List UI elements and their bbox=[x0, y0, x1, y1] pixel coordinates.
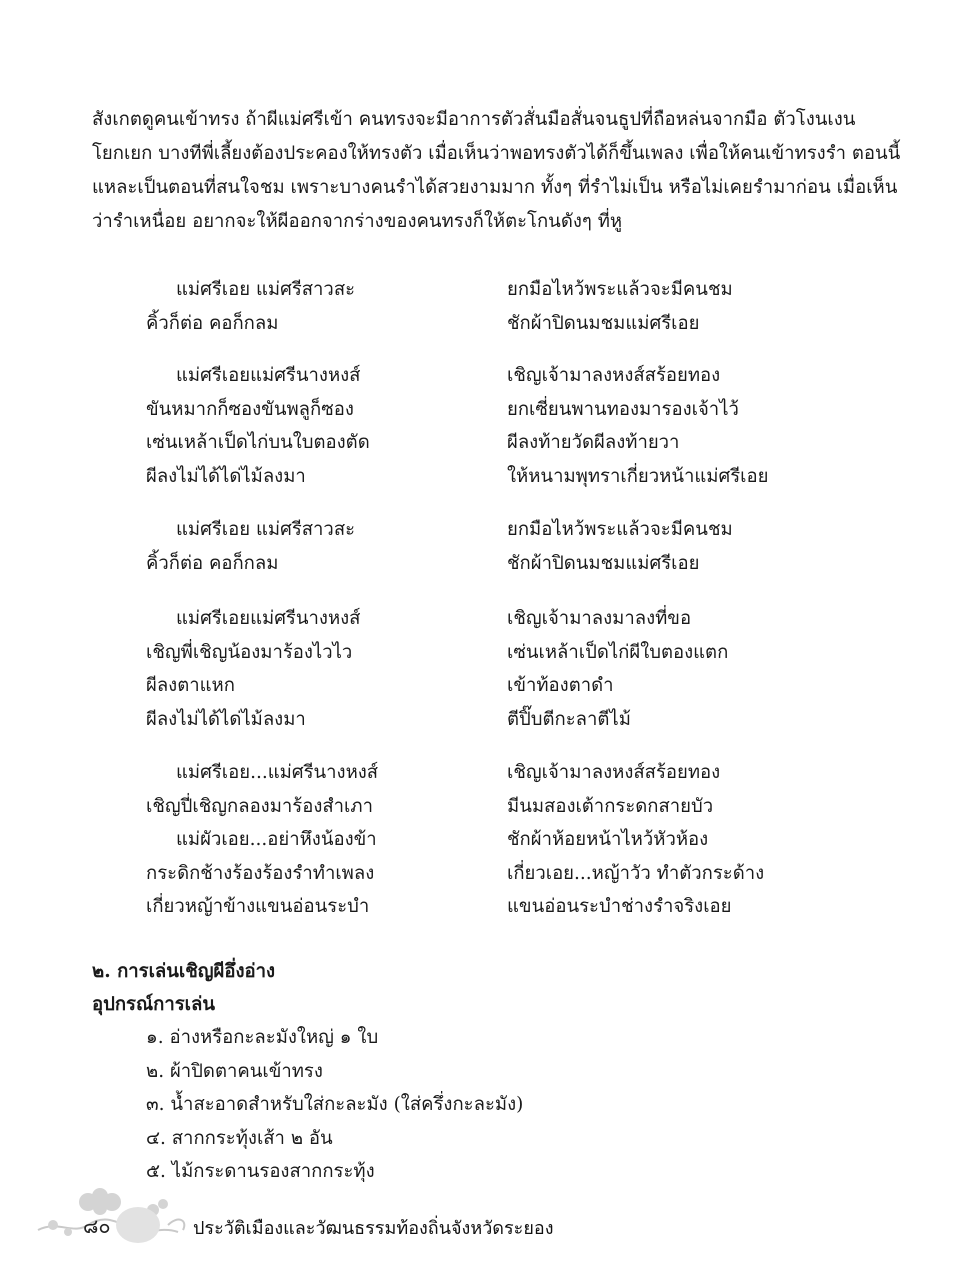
verse-line bbox=[0, 309, 960, 343]
verse-left: แม่ศรีเอย...แม่ศรีนางหงส์ bbox=[176, 762, 379, 783]
intro-paragraph: สังเกตดูคนเข้าทรง ถ้าผีแม่ศรีเข้า คนทรงจะมีอาการตัวสั่นมือสั่นจนธูปที่ถือหล่นจากมือ ตัวโงนเงนโยกเยก บางทีพี่เลี้ยงต้องประคองให้ทรงตัว เมื่อเห็นว่าพอทรงตัวได้ก็ขึ้นเพลง เพื่อให้คนเข้าทรงรำ ตอนนี้แหละเป็นตอนที่สนใจชม เพราะบางคนรำได้สวยงามมาก ทั้งๆ ที่รำไม่เป็น หรือไม่เคยรำมาก่อน เมื่อเห็นว่ารำเหนื่อย อยากจะให้ผีออกจากร่างของคนทรงก็ให้ตะโกนดังๆ ที่หู bbox=[92, 109, 901, 232]
verse-line bbox=[0, 549, 960, 583]
verse-stanza-3 bbox=[0, 515, 960, 582]
verse-line bbox=[0, 604, 960, 638]
verse-left: แม่ศรีเอย แม่ศรีสาวสะ bbox=[176, 519, 356, 540]
verse-left: คิ้วก็ต่อ คอก็กลม bbox=[146, 312, 279, 334]
verse-stanza-1 bbox=[0, 275, 960, 342]
list-item: ๕. ไม้กระดานรองสากกระทุ้ง bbox=[146, 1161, 375, 1183]
verse-line bbox=[0, 825, 960, 859]
verse-line bbox=[0, 892, 960, 926]
verse-line bbox=[0, 705, 960, 739]
verse-left: แม่ศรีเอย แม่ศรีสาวสะ bbox=[176, 279, 356, 300]
verse-right: ยกมือไหว้พระแล้วจะมีคนชม bbox=[507, 519, 733, 540]
verse-left: ผีลงตาแหก bbox=[146, 675, 235, 696]
verse-right: เชิญเจ้ามาลงหงส์สร้อยทอง bbox=[507, 762, 721, 783]
verse-right: ยกเซี่ยนพานทองมารองเจ้าไว้ bbox=[507, 398, 739, 420]
verse-left: เซ่นเหล้าเป็ดไก่บนใบตองตัด bbox=[146, 432, 370, 453]
verse-right: เกี่ยวเอย...หญ้าวัว ทำตัวกระด้าง bbox=[507, 862, 765, 884]
verse-stanza-2 bbox=[0, 361, 960, 495]
verse-right: ชักผ้าห้อยหน้าไหว้หัวห้อง bbox=[507, 829, 709, 850]
verse-left: แม่ผัวเอย...อย่าหึงน้องข้า bbox=[176, 829, 377, 850]
verse-line bbox=[0, 792, 960, 826]
verse-right: เข้าท้องตาดำ bbox=[507, 675, 614, 696]
verse-line bbox=[0, 671, 960, 705]
verse-right: เชิญเจ้ามาลงมาลงที่ขอ bbox=[507, 608, 692, 629]
verse-right: ผีลงท้ายวัดผีลงท้ายวา bbox=[507, 432, 680, 453]
verse-line bbox=[0, 428, 960, 462]
verse-left: ผีลงไม่ได้ได่ไม้ลงมา bbox=[146, 465, 306, 487]
verse-right: ชักผ้าปิดนมชมแม่ศรีเอย bbox=[507, 312, 700, 334]
page-footer bbox=[0, 1180, 960, 1280]
verse-line bbox=[0, 638, 960, 672]
verse-right: เชิญเจ้ามาลงหงส์สร้อยทอง bbox=[507, 365, 721, 386]
verse-right: ให้หนามพุทราเกี่ยวหน้าแม่ศรีเอย bbox=[507, 465, 769, 487]
verse-right: ยกมือไหว้พระแล้วจะมีคนชม bbox=[507, 279, 733, 300]
verse-right: ตีปิ๊บตีกะลาตีไม้ bbox=[507, 708, 631, 730]
verse-right: มีนมสองเต้ากระดกสายบัว bbox=[507, 795, 714, 817]
verse-right: เซ่นเหล้าเป็ดไก่ผีใบตองแตก bbox=[507, 641, 729, 663]
verse-left: แม่ศรีเอยแม่ศรีนางหงส์ bbox=[176, 365, 361, 386]
verse-line bbox=[0, 361, 960, 395]
list-item: ๔. สากกระทุ้งเส้า ๒ อัน bbox=[146, 1127, 333, 1149]
verse-stanza-5 bbox=[0, 758, 960, 926]
subsection-heading: อุปกรณ์การเล่น bbox=[92, 994, 215, 1015]
verse-line bbox=[0, 395, 960, 429]
equipment-list bbox=[146, 1023, 523, 1191]
verse-left: แม่ศรีเอยแม่ศรีนางหงส์ bbox=[176, 608, 361, 629]
verse-right: ชักผ้าปิดนมชมแม่ศรีเอย bbox=[507, 552, 700, 574]
verse-left: กระดิกช้างร้องร้องรำทำเพลง bbox=[146, 862, 375, 884]
verse-left: ผีลงไม่ได้ได่ไม้ลงมา bbox=[146, 708, 306, 730]
verse-left: เกี่ยวหญ้าข้างแขนอ่อนระบำ bbox=[146, 896, 370, 917]
verse-line bbox=[0, 758, 960, 792]
verse-left: ขันหมากก็ซองขันพลูก็ซอง bbox=[146, 398, 354, 420]
verse-line bbox=[0, 515, 960, 549]
verse-right: แขนอ่อนระบำช่างรำจริงเอย bbox=[507, 896, 732, 917]
list-item: ๑. อ่างหรือกะละมังใหญ่ ๑ ใบ bbox=[146, 1027, 379, 1048]
verse-left: คิ้วก็ต่อ คอก็กลม bbox=[146, 552, 279, 574]
verse-line bbox=[0, 462, 960, 496]
list-item: ๓. น้ำสะอาดสำหรับใส่กะละมัง (ใส่ครึ่งกะละมัง) bbox=[146, 1094, 524, 1116]
floral-ornament-icon bbox=[28, 1180, 198, 1250]
verse-left: เชิญปี่เชิญกลองมาร้องสำเภา bbox=[146, 795, 373, 817]
verse-line bbox=[0, 859, 960, 893]
verse-left: เชิญพี่เชิญน้องมาร้องไวไว bbox=[146, 641, 353, 663]
verse-stanza-4 bbox=[0, 604, 960, 738]
page-number: ๘๐ bbox=[83, 1214, 111, 1238]
section-heading: ๒. การเล่นเชิญผีอึ่งอ่าง bbox=[92, 961, 276, 982]
list-item: ๒. ผ้าปิดตาคนเข้าทรง bbox=[146, 1060, 323, 1082]
book-title: ประวัติเมืองและวัฒนธรรมท้องถิ่นจังหวัดระยอง bbox=[193, 1218, 554, 1239]
verse-line bbox=[0, 275, 960, 309]
